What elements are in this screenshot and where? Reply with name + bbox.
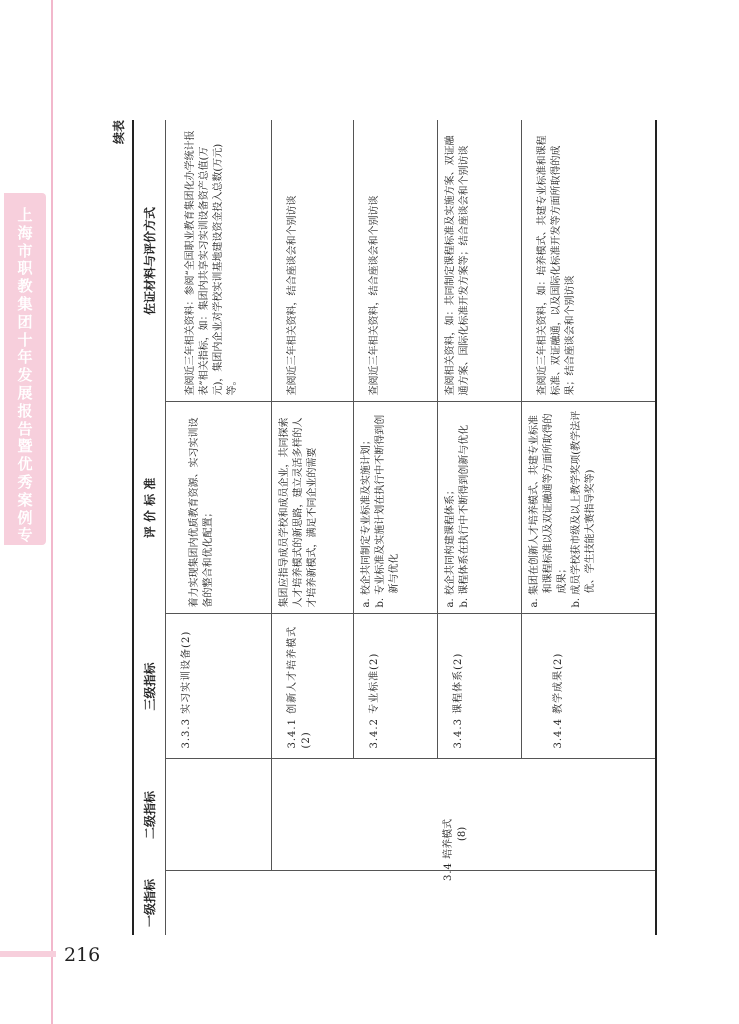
sidebar-title-char: 暨	[17, 437, 33, 456]
criteria-cell: 着力实现集团内优质教育资源、实习实训设备的整合和优化配置；	[166, 402, 272, 614]
level2-cell	[522, 759, 656, 871]
rotated-table-container	[112, 120, 650, 935]
continued-label: 续表	[112, 120, 126, 145]
table-header-row	[133, 120, 166, 935]
table-row	[522, 120, 656, 935]
level1-cell	[272, 871, 354, 935]
table-row	[354, 120, 438, 935]
level2-cell	[354, 759, 438, 871]
sidebar-title-char: 专	[17, 526, 33, 545]
sidebar-title-char: 案	[17, 490, 33, 509]
sidebar-title-char: 十	[17, 330, 33, 349]
level1-cell	[354, 871, 438, 935]
sidebar-title-char: 报	[17, 401, 33, 420]
header-level2: 二级指标	[133, 759, 166, 871]
evidence-cell: 查阅相关资料，如：共同制定课程标准及实施方案、双证融通方案、国际化标准开发方案等；结合座谈会和个别访谈	[438, 120, 522, 402]
sidebar-title	[4, 207, 46, 563]
table-row	[272, 120, 354, 935]
page-margin-line	[51, 0, 53, 1024]
header-evidence: 佐证材料与评价方式	[133, 120, 166, 402]
sidebar-title-char: 例	[17, 508, 33, 527]
evidence-cell: 查阅近三年相关资料：参阅“全国职业教育集团化办学统计报表”相关指标，如：集团内共享实习实训设备资产总值(万元)，集团内企业对学校实训基地建设资金投入总数(万元)等。	[166, 120, 272, 402]
level2-cell	[272, 759, 354, 871]
evidence-cell: 查阅近三年相关资料，如：培养模式、共建专业标准和课程标准、双证融通，以及国际化标准开发等方面所取得的成果；结合座谈会和个别访谈	[522, 120, 656, 402]
level2-score: (8)	[457, 826, 468, 841]
criteria-item: b. 课程体系在执行中不断得到创新与优化	[459, 424, 470, 608]
level3-cell: 3.4.3 课程体系(2)	[438, 614, 522, 759]
level3-cell: 3.4.1 创新人才培养模式(2)	[272, 614, 354, 759]
level3-cell: 3.4.2 专业标准(2)	[354, 614, 438, 759]
sidebar-title-tab	[4, 193, 46, 563]
criteria-item: a. 集团在创新人才培养模式、共建专业标准和课程标准以及双证融通等方面所取得的成果；	[529, 413, 568, 608]
criteria-cell	[354, 402, 438, 614]
level2-group-label	[442, 771, 470, 881]
sidebar-title-char: 海	[17, 223, 33, 242]
criteria-item: a. 校企共同构建课程体系；	[445, 485, 456, 608]
level3-cell: 3.4.4 教学成果(2)	[522, 614, 656, 759]
level1-cell	[522, 871, 656, 935]
sidebar-title-char: 秀	[17, 472, 33, 491]
sidebar-title-char: 展	[17, 383, 33, 402]
sidebar-title-char: 教	[17, 277, 33, 296]
header-criteria: 评 价 标 准	[133, 402, 166, 614]
level1-cell	[166, 871, 272, 935]
sidebar-title-char: 告	[17, 419, 33, 438]
criteria-item: a. 校企共同制定专业标准及实施计划；	[361, 435, 372, 608]
evaluation-table	[132, 120, 657, 935]
level2-code: 3.4	[443, 862, 454, 881]
sidebar-title-char: 市	[17, 241, 33, 260]
criteria-item: b. 成员学校获市级及以上教学奖项(教学法评优、学生技能大赛指导奖等)	[571, 410, 596, 608]
sidebar-title-char: 优	[17, 455, 33, 474]
level2-cell	[166, 759, 272, 871]
evidence-cell: 查阅近三年相关资料，结合座谈会和个别访谈	[272, 120, 354, 402]
evidence-cell: 查阅近三年相关资料，结合座谈会和个别访谈	[354, 120, 438, 402]
sidebar-title-char: 上	[17, 206, 33, 224]
sidebar-title-char: 集	[17, 294, 33, 313]
sidebar-title-char: 发	[17, 366, 33, 385]
criteria-cell: 集团应指导成员学校和成员企业，共同探索人才培养模式的新思路，建立灵活多样的人才培养新模式，满足不同企业的需要	[272, 402, 354, 614]
table-row	[166, 120, 272, 935]
criteria-cell	[438, 402, 522, 614]
sidebar-title-char: 辑	[17, 544, 33, 563]
sidebar-title-char: 年	[17, 348, 33, 367]
level2-name: 培养模式	[443, 818, 454, 859]
criteria-item: b. 专业标准及实施计划在执行中不断得到创新与优化	[375, 414, 400, 608]
page-number-bar	[0, 951, 56, 957]
sidebar-title-char: 团	[17, 312, 33, 331]
header-level3: 三级指标	[133, 614, 166, 759]
level3-cell: 3.3.3 实习实训设备(2)	[166, 614, 272, 759]
header-level1: 一级指标	[133, 871, 166, 935]
sidebar-title-char: 职	[17, 259, 33, 278]
criteria-cell	[522, 402, 656, 614]
page-number: 216	[64, 944, 101, 966]
